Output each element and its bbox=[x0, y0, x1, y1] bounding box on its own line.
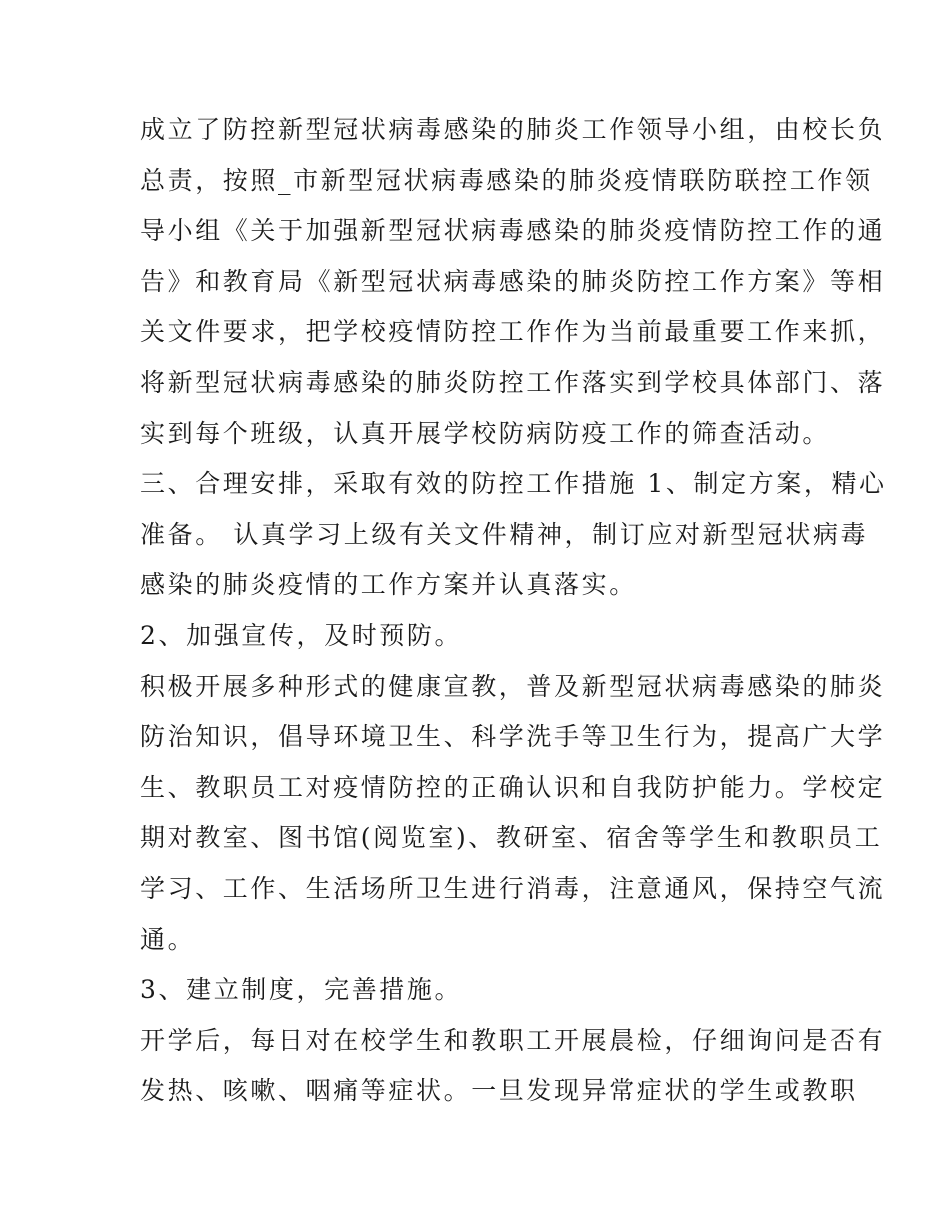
text-line: 准备。 认真学习上级有关文件精神，制订应对新型冠状病毒 bbox=[140, 519, 869, 549]
text-line: 学习、工作、生活场所卫生进行消毒，注意通风，保持空气流 bbox=[140, 873, 886, 903]
text-line: 生、教职员工对疫情防控的正确认识和自我防护能力。学校定 bbox=[140, 772, 886, 802]
document-body bbox=[140, 105, 887, 1117]
section-heading: 三、合理安排，采取有效的防控工作措施 1、制定方案，精心 bbox=[140, 469, 887, 499]
text-line: 通。 bbox=[140, 924, 196, 954]
text-line: 发热、咳嗽、咽痛等症状。一旦发现异常症状的学生或教职 bbox=[140, 1076, 858, 1106]
text-line: 期对教室、图书馆(阅览室)、教研室、宿舍等学生和教职员工 bbox=[140, 823, 883, 853]
text-line: 防治知识，倡导环境卫生、科学洗手等卫生行为，提高广大学 bbox=[140, 722, 886, 752]
text-line: 关文件要求，把学校疫情防控工作作为当前最重要工作来抓， bbox=[140, 317, 886, 347]
subheading: 2、加强宣传，及时预防。 bbox=[140, 620, 463, 650]
subheading: 3、建立制度，完善措施。 bbox=[140, 975, 463, 1005]
text-line: 积极开展多种形式的健康宣教，普及新型冠状病毒感染的肺炎 bbox=[140, 671, 886, 701]
text-line: 感染的肺炎疫情的工作方案并认真落实。 bbox=[140, 570, 637, 600]
text-line: 告》和教育局《新型冠状病毒感染的肺炎防控工作方案》等相 bbox=[140, 266, 886, 296]
text-line: 导小组《关于加强新型冠状病毒感染的肺炎疫情防控工作的通 bbox=[140, 216, 886, 246]
text-line: 将新型冠状病毒感染的肺炎防控工作落实到学校具体部门、落 bbox=[140, 367, 886, 397]
text-line: 总责，按照_市新型冠状病毒感染的肺炎疫情联防联控工作领 bbox=[140, 165, 873, 195]
text-line: 开学后，每日对在校学生和教职工开展晨检，仔细询问是否有 bbox=[140, 1025, 886, 1055]
text-line: 成立了防控新型冠状病毒感染的肺炎工作领导小组，由校长负 bbox=[140, 115, 886, 144]
text-line: 实到每个班级，认真开展学校防病防疫工作的筛查活动。 bbox=[140, 418, 831, 448]
